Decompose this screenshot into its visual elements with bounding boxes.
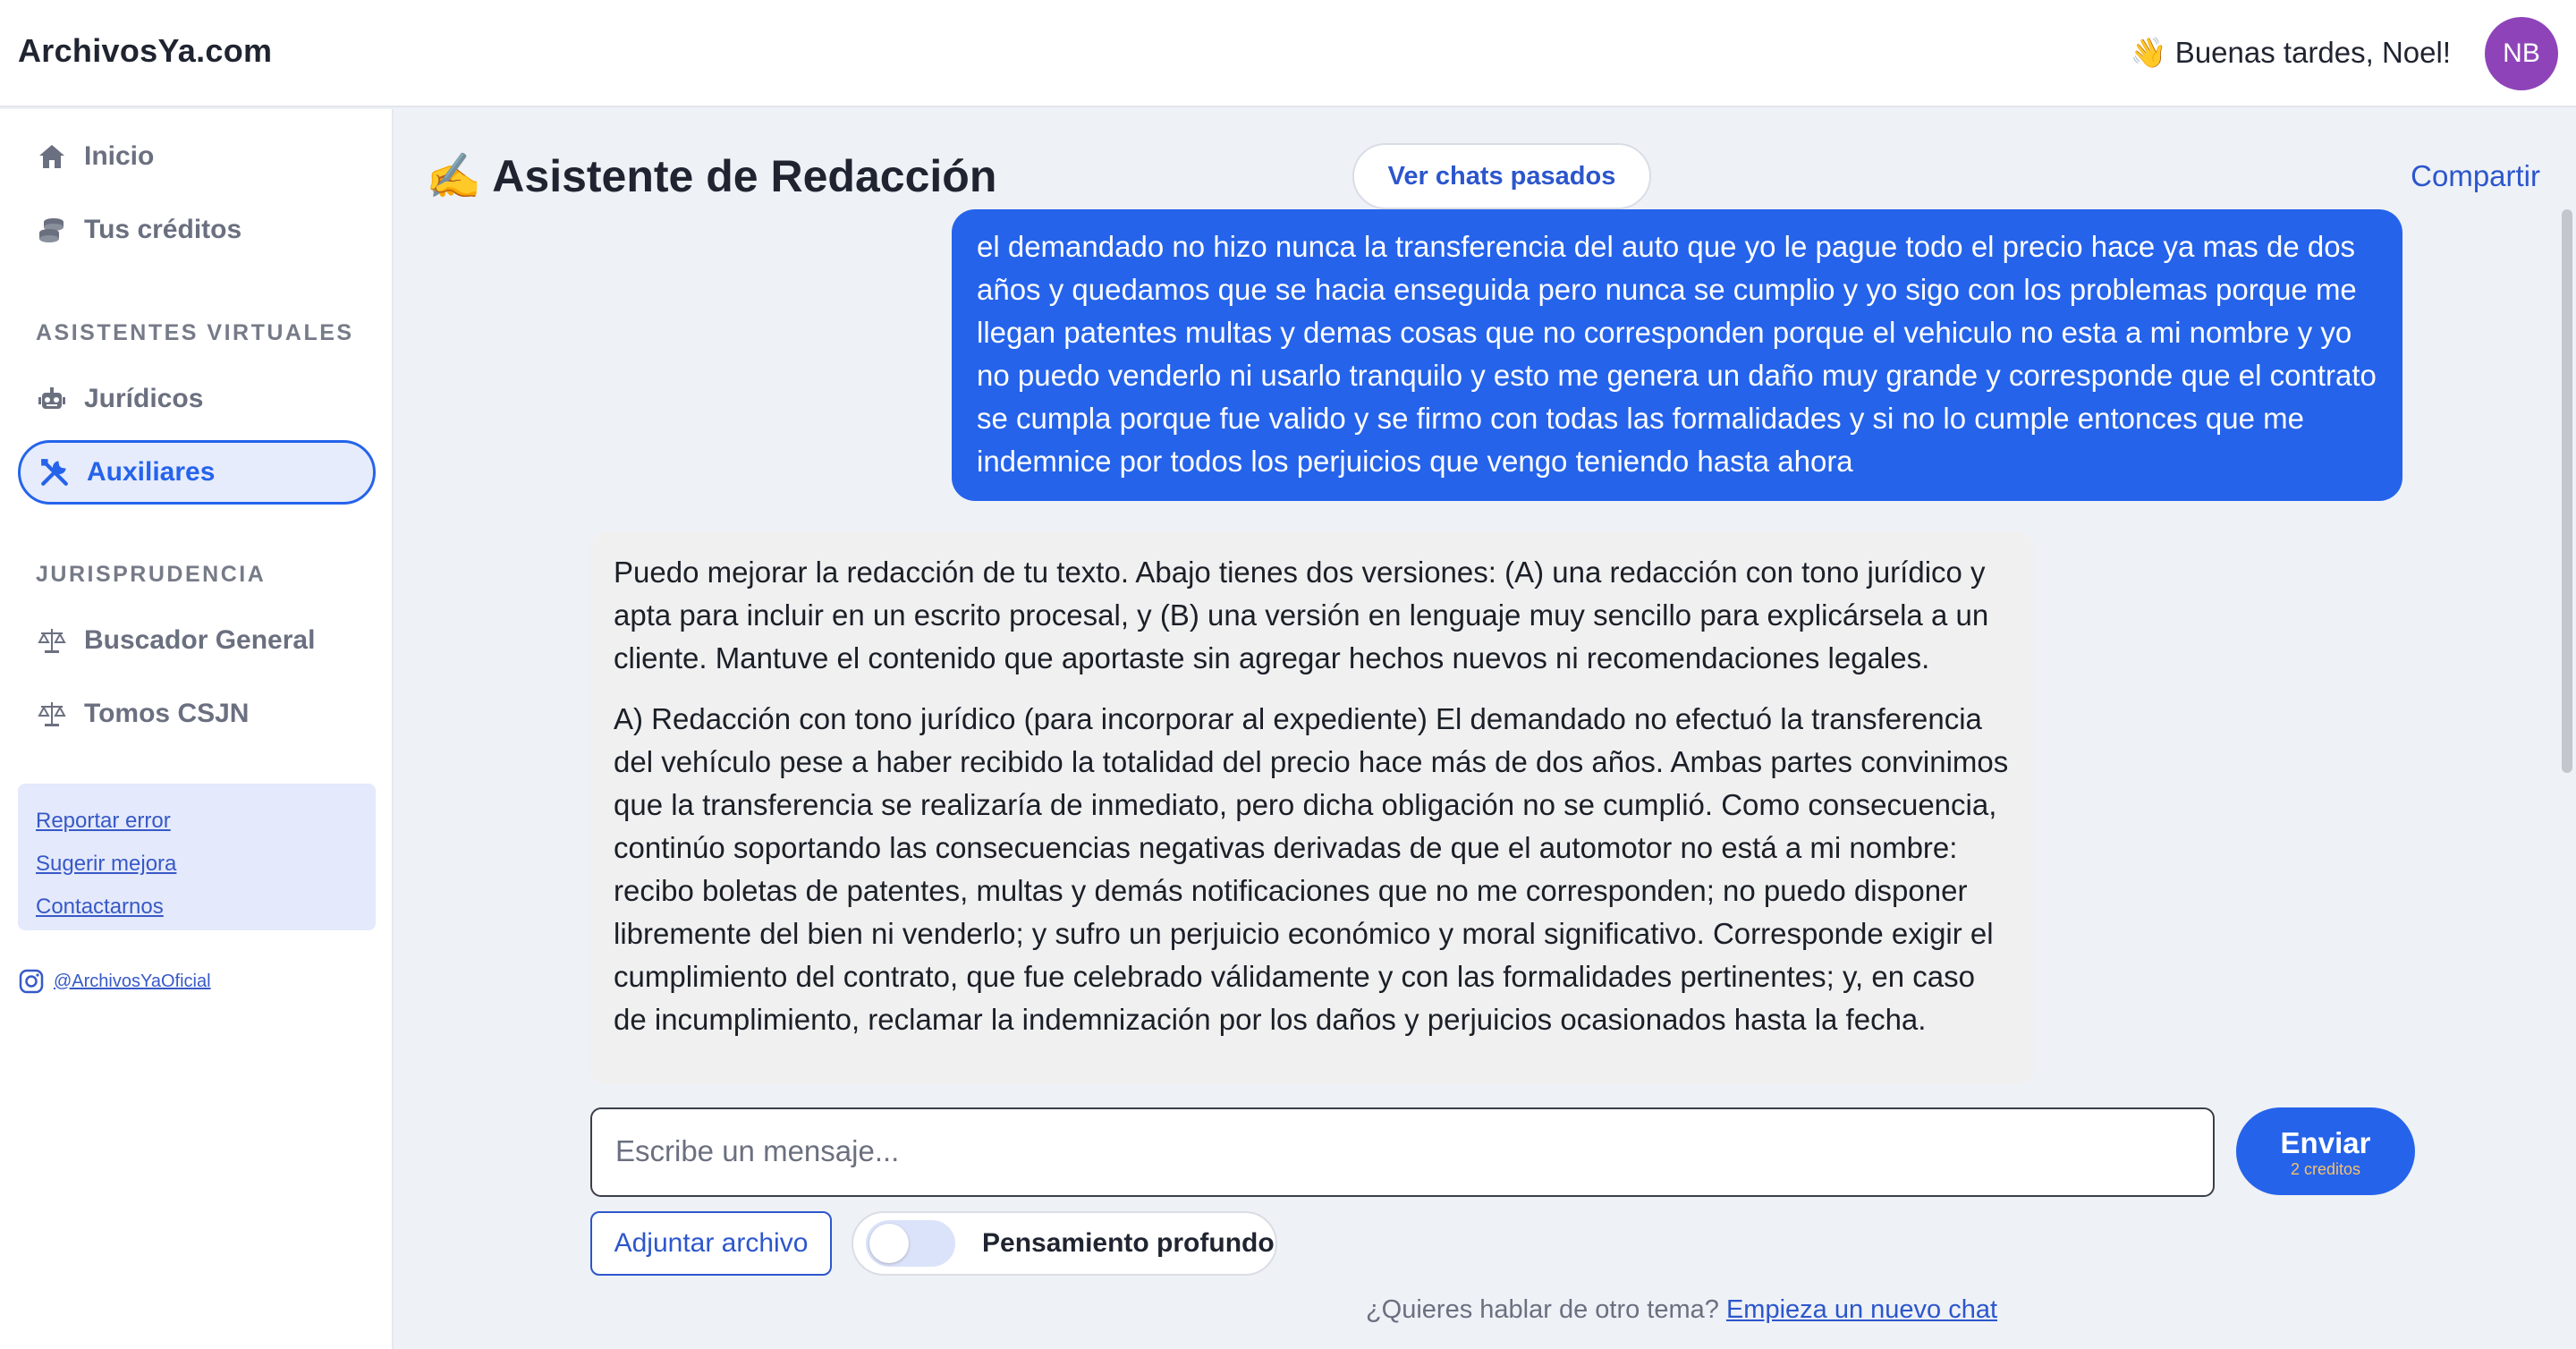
sidebar-item-label: Auxiliares <box>87 457 216 487</box>
message-input[interactable] <box>590 1107 2215 1197</box>
support-links <box>18 784 376 930</box>
greeting-text: 👋 Buenas tardes, Noel! <box>2130 36 2451 69</box>
past-chats-button[interactable]: Ver chats pasados <box>1352 143 1651 209</box>
instagram-handle: @ArchivosYaOficial <box>54 971 211 991</box>
send-label: Enviar <box>2280 1126 2371 1159</box>
scrollbar-thumb[interactable] <box>2562 209 2572 773</box>
attach-file-button[interactable]: Adjuntar archivo <box>590 1211 832 1276</box>
sidebar-item-auxiliares[interactable] <box>18 440 376 505</box>
sidebar-item-label: Tus créditos <box>84 215 242 244</box>
sidebar-item-tomos-csjn[interactable] <box>18 682 376 746</box>
sidebar-item-inicio[interactable] <box>18 124 376 189</box>
toggle-knob <box>869 1224 909 1263</box>
sidebar-item-buscador-general[interactable] <box>18 608 376 673</box>
instagram-link[interactable] <box>18 968 211 995</box>
sidebar-item-label: Inicio <box>84 141 155 171</box>
sidebar-item-label: Tomos CSJN <box>84 699 250 728</box>
share-button[interactable]: Compartir <box>2411 159 2540 192</box>
coins-icon <box>36 214 68 246</box>
new-chat-note <box>0 1295 2576 1325</box>
section-title-jurisprudencia: JURISPRUDENCIA <box>36 562 267 587</box>
sidebar-item-juridicos[interactable] <box>18 367 376 431</box>
scale-icon <box>36 698 68 730</box>
assistant-paragraph: A) Redacción con tono jurídico (para incorporar al expediente) El demandado no efectuó la transferencia del vehículo pese a haber recibido la totalidad del precio hace más de dos años. Ambas partes convinimos que la transferencia se realizaría de inmediato, pero dicha obligación no se cumplió. Como consecuencia, continúo soportando las consecuencias negativas derivadas de que el automotor no está a mi nombre: recibo boletas de patentes, multas y demás notificaciones que no me corresponden; no puedo disponer libremente del bien ni venderlo; y sufro un perjuicio económico y moral significativo. Corresponde exigir el cumplimiento del contrato, que fue celebrado válidamente y con las formalidades pertinentes; y, en caso de incumplimiento, reclamar la indemnización por los daños y perjuicios ocasionados hasta la fecha. <box>614 702 2009 1036</box>
send-button[interactable] <box>2236 1107 2415 1195</box>
deep-thinking-toggle[interactable] <box>866 1220 955 1267</box>
sidebar-item-creditos[interactable] <box>18 198 376 262</box>
top-header <box>0 0 2576 107</box>
sidebar <box>0 109 394 1349</box>
suggest-improvement-link[interactable]: Sugerir mejora <box>36 852 177 876</box>
deep-thinking-control <box>852 1211 1277 1276</box>
brand-logo[interactable]: ArchivosYa.com <box>18 32 273 69</box>
section-title-asistentes: ASISTENTES VIRTUALES <box>36 320 354 345</box>
sidebar-item-label: Buscador General <box>84 625 316 655</box>
deep-thinking-label: Pensamiento profundo <box>982 1228 1275 1258</box>
avatar[interactable]: NB <box>2485 17 2558 90</box>
assistant-message <box>590 531 2034 1084</box>
assistant-paragraph: Puedo mejorar la redacción de tu texto. Abajo tienes dos versiones: (A) una redacción con tono jurídico y apta para incluir en un escrito procesal, y (B) una versión en lenguaje muy sencillo para explicársela a un cliente. Mantuve el contenido que aportaste sin agregar hechos nuevos ni recomendaciones legales. <box>614 556 1989 674</box>
instagram-icon <box>18 968 45 995</box>
chat-area <box>590 208 2558 1084</box>
home-icon <box>36 140 68 173</box>
robot-icon <box>36 383 68 415</box>
sidebar-item-label: Jurídicos <box>84 384 204 413</box>
scale-icon <box>36 624 68 657</box>
tools-icon <box>38 456 71 488</box>
report-error-link[interactable]: Reportar error <box>36 809 171 833</box>
send-cost: 2 creditos <box>2290 1160 2361 1178</box>
contact-link[interactable]: Contactarnos <box>36 895 164 919</box>
new-chat-question: ¿Quieres hablar de otro tema? <box>1365 1295 1719 1324</box>
user-message: el demandado no hizo nunca la transferencia del auto que yo le pague todo el precio hace ya mas de dos años y quedamos que se hacia enseguida pero nunca se cumplio y yo sigo con los problemas porque me llegan patentes multas y demas cosas que no corresponden porque el vehiculo no esta a mi nombre y yo no puedo venderlo ni usarlo tranquilo y esto me genera un daño muy grande y corresponde que el contrato se cumpla porque fue valido y se firmo con todas las formalidades y si no lo cumple entonces que me indemnice por todos los perjuicios que vengo teniendo hasta ahora <box>952 209 2402 501</box>
new-chat-link[interactable]: Empieza un nuevo chat <box>1725 1295 1998 1324</box>
page-title: ✍️ Asistente de Redacción <box>426 151 997 201</box>
chat-scrollbar[interactable] <box>2560 206 2574 1100</box>
